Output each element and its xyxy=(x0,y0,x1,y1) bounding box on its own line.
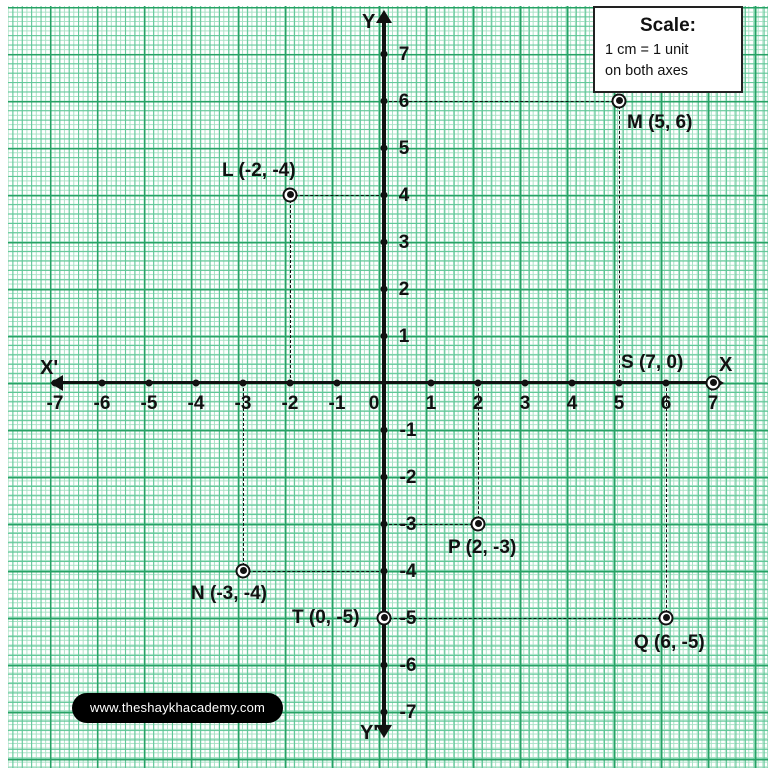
plotted-point-m[interactable] xyxy=(612,93,627,108)
x-axis-tick-dot xyxy=(428,379,435,386)
y-axis-tick-label: 5 xyxy=(398,137,410,159)
x-axis-tick-dot xyxy=(99,379,106,386)
point-guide-horizontal xyxy=(243,571,384,572)
point-guide-horizontal xyxy=(384,524,478,525)
x-axis-tick-label: 2 xyxy=(472,392,484,414)
scale-legend-title: Scale: xyxy=(640,15,696,36)
y-axis-tick-label: -5 xyxy=(399,607,417,629)
scale-legend-box xyxy=(593,6,743,93)
point-label-t: T (0, -5) xyxy=(292,606,360,628)
x-axis-tick-label: -7 xyxy=(46,392,64,414)
plotted-point-n[interactable] xyxy=(236,563,251,578)
point-guide-vertical xyxy=(243,383,244,571)
point-guide-horizontal xyxy=(290,195,384,196)
y-axis-tick-label: 2 xyxy=(398,278,410,300)
x-axis-tick-label: -4 xyxy=(187,392,205,414)
x-axis-tick-dot xyxy=(522,379,529,386)
scale-legend-line-2: on both axes xyxy=(605,62,689,79)
x-axis-tick-label: -5 xyxy=(140,392,158,414)
point-label-l: L (-2, -4) xyxy=(222,159,296,181)
x-axis-tick-label: -6 xyxy=(93,392,111,414)
y-axis-tick-label: -6 xyxy=(399,654,417,676)
y-axis-tick-label: -4 xyxy=(399,560,417,582)
x-axis-positive-label: X xyxy=(719,354,733,376)
point-guide-vertical xyxy=(290,195,291,383)
point-label-m: M (5, 6) xyxy=(627,111,693,133)
point-guide-vertical xyxy=(666,383,667,618)
x-axis-tick-label: 5 xyxy=(613,392,625,414)
plotted-point-q[interactable] xyxy=(659,610,674,625)
point-label-s: S (7, 0) xyxy=(621,351,684,373)
x-axis-tick-label: 1 xyxy=(425,392,437,414)
x-axis-tick-dot xyxy=(334,379,341,386)
plotted-point-s[interactable] xyxy=(706,375,721,390)
y-axis-tick-dot xyxy=(381,144,388,151)
plotted-point-t[interactable] xyxy=(377,610,392,625)
y-axis-tick-dot xyxy=(381,238,388,245)
y-axis-tick-label: 1 xyxy=(398,325,410,347)
plotted-point-l[interactable] xyxy=(283,187,298,202)
point-guide-vertical xyxy=(478,383,479,524)
point-guide-horizontal xyxy=(384,618,666,619)
y-axis-tick-label: -7 xyxy=(399,701,417,723)
x-axis-tick-label: -3 xyxy=(234,392,252,414)
x-axis-tick-label: -1 xyxy=(328,392,346,414)
x-axis-tick-label: 3 xyxy=(519,392,531,414)
y-axis-tick-dot xyxy=(381,50,388,57)
plotted-point-p[interactable] xyxy=(471,516,486,531)
scale-legend-line-1: 1 cm = 1 unit xyxy=(605,41,689,58)
x-axis-tick-label: 7 xyxy=(707,392,719,414)
x-axis-tick-dot xyxy=(193,379,200,386)
point-guide-horizontal xyxy=(384,101,619,102)
point-guide-vertical xyxy=(619,101,620,383)
y-axis-tick-dot xyxy=(381,708,388,715)
x-axis-tick-dot xyxy=(52,379,59,386)
y-axis-tick-dot xyxy=(381,661,388,668)
y-axis-tick-label: -3 xyxy=(399,513,417,535)
point-label-p: P (2, -3) xyxy=(448,536,517,558)
watermark-badge xyxy=(72,693,283,723)
x-axis-tick-label: -2 xyxy=(281,392,299,414)
y-axis-negative-label: Y' xyxy=(360,722,379,744)
y-axis-tick-dot xyxy=(381,426,388,433)
y-axis-positive-arrow-icon xyxy=(376,10,392,23)
y-axis-tick-dot xyxy=(381,285,388,292)
y-axis-tick-label: 6 xyxy=(398,90,410,112)
y-axis-tick-label: -2 xyxy=(399,466,417,488)
y-axis-tick-label: 4 xyxy=(398,184,410,206)
watermark-text: www.theshaykhacademy.com xyxy=(90,700,266,715)
x-axis-tick-dot xyxy=(569,379,576,386)
x-axis-tick-label: 6 xyxy=(660,392,672,414)
y-axis-tick-dot xyxy=(381,332,388,339)
y-axis-tick-label: 3 xyxy=(398,231,410,253)
y-axis-positive-label: Y xyxy=(362,11,376,33)
point-label-q: Q (6, -5) xyxy=(634,631,705,653)
x-axis-tick-dot xyxy=(146,379,153,386)
x-axis-tick-label: 0 xyxy=(368,392,380,414)
x-axis-tick-label: 4 xyxy=(566,392,578,414)
y-axis-tick-label: 7 xyxy=(398,43,410,65)
point-label-n: N (-3, -4) xyxy=(191,582,267,604)
y-axis-tick-label: -1 xyxy=(399,419,417,441)
y-axis-tick-dot xyxy=(381,473,388,480)
x-axis-negative-label: X' xyxy=(40,357,59,379)
